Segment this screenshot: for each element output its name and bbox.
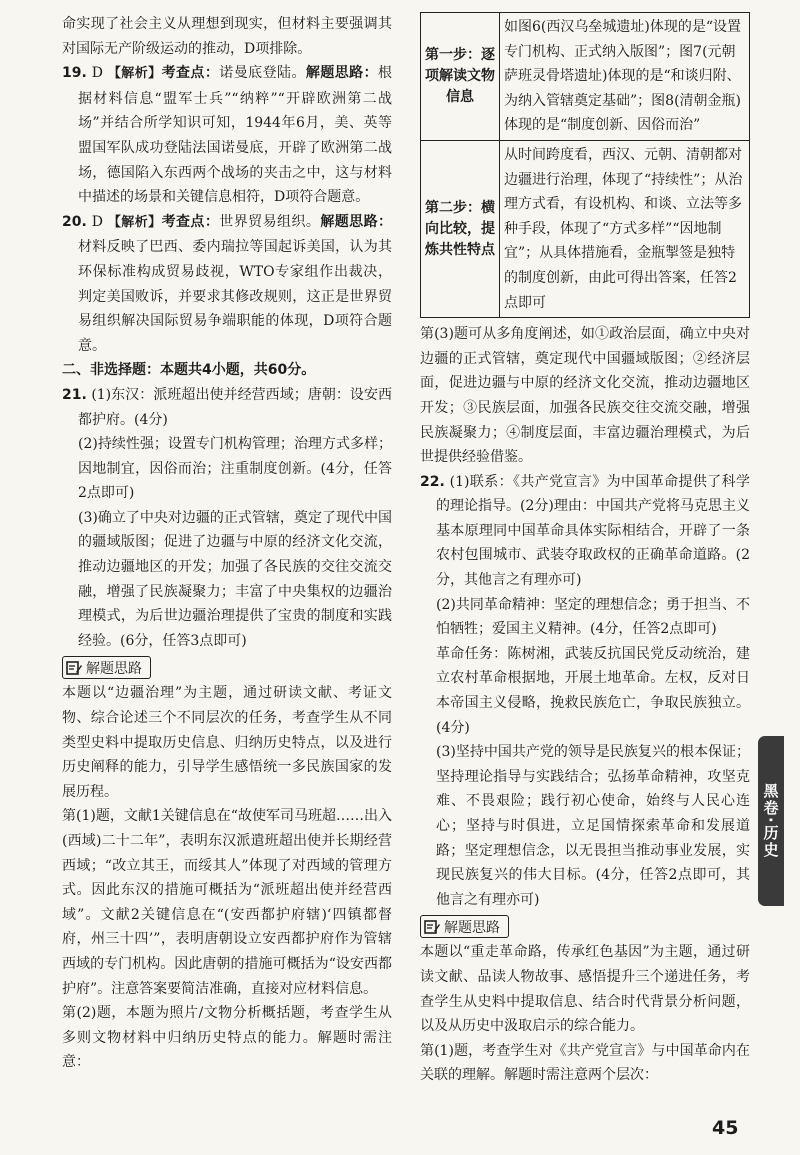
step1-content: 如图6(西汉乌垒城遗址)体现的是“设置专门机构、正式纳入版图”；图7(元朝萨班灵骨塔遗址)体现的是“和谈归附、为纳入管辖奠定基础”；图8(清朝金瓶)体现的是“制度创新、因俗而治” (500, 13, 750, 141)
q20-keypoint: 世界贸易组织。 (219, 213, 321, 230)
step2-content: 从时间跨度看，西汉、元朝、清朝都对边疆进行治理，体现了“持续性”；从治理方式看，有设机构、和谈、立法等多种手段，体现了“方式多样”“因地制宜”；从具体措施看，金瓶掣签是独特的制度创新，由此可得出答案，任答2点即可 (500, 140, 750, 317)
q22-part2-tasks: 革命任务：陈树湘，武装反抗国民党反动统治，建立农村革命根据地，开展土地革命。左权，反对日本帝国主义侵略，挽救民族危亡，争取民族独立。(4分) (436, 645, 750, 736)
q22-analysis-intro: 本题以“重走革命路，传承红色基因”为主题，通过研读文献、品读人物故事、感悟提升三个递进任务，考查学生从史料中提取信息、结合时代背景分析问题，以及从历史中汲取启示的综合能力。 (420, 944, 750, 1035)
q21-part3: (3)确立了中央对边疆的正式管辖，奠定了现代中国的疆域版图；促进了边疆与中原的经济文化交流，推动边疆地区的开发；加强了各民族的交往交流交融，增强了民族凝聚力；丰富了中央集权的边疆治理模式，为后世边疆治理提供了宝贵的制度和实践经验。(6分，任答3点即可) (78, 509, 392, 649)
page-number: 45 (712, 1117, 739, 1139)
subject-side-tab-label: 黑卷·历史 (761, 783, 780, 859)
solution-ideas-heading (420, 915, 509, 938)
solution-ideas-heading (62, 656, 151, 679)
solution-ideas-label: 解题思路 (444, 919, 500, 936)
q20-answer (62, 210, 392, 359)
q22-part1-text: (1)联系：《共产党宣言》为中国革命提供了科学的理论指导。(2分)理由：中国共产党将马克思主义基本原理同中国革命具体实际相结合，开辟了一条农村包围城市、武装夺取政权的正确革命道路。(2分，其他言之有理亦可) (436, 473, 750, 589)
q18-answer-tail: 命实现了社会主义从理想到现实，但材料主要强调其对国际无产阶级运动的推动，D项排除。 (62, 16, 392, 57)
section-heading-nonchoice: 二、非选择题：本题共4小题，共60分。 (62, 362, 316, 379)
q21-part1-text: (1)东汉：派班超出使并经营西域；唐朝：设安西都护府。(4分) (78, 386, 392, 428)
q20-idea-label: 解题思路： (320, 213, 393, 230)
q22-number: 22. (420, 473, 445, 490)
q20-explanation: 材料反映了巴西、委内瑞拉等国起诉美国，认为其环保标准构成贸易歧视，WTO专家组作出裁决，判定美国败诉，并要求其修改规则，这正是世界贸易组织解决国际贸易争端职能的体现，D项符合题意。 (78, 239, 392, 354)
q20-number: 20. (62, 213, 87, 230)
q19-choice: D (91, 65, 103, 82)
right-column (420, 12, 750, 1088)
q21-analysis-intro: 本题以“边疆治理”为主题，通过研读文献、考证文物、综合论述三个不同层次的任务，考查学生从不同类型史料中提取历史信息、归纳历史特点，以及进行历史阐释的能力，引导学生感悟统一多民族国家的发展历程。 (62, 685, 392, 800)
solution-ideas-label: 解题思路 (86, 660, 142, 677)
step2-label: 第二步：横向比较，提炼共性特点 (421, 140, 500, 317)
q21-part1 (62, 383, 392, 432)
q19-analysis-tag: 【解析】 (107, 66, 162, 82)
q21-analysis-part1: 第(1)题，文献1关键信息在“故使军司马班超……出入(西域)二十二年”，表明东汉派遣班超出使并长期经营西域；“改立其王，而绥其人”体现了对西域的管理方式。因此东汉的措施可概括为“派班超出使并经营西域”。文献2关键信息在“(安西都护府辖)‘四镇都督府，州三十四’”，表明唐朝设立安西都护府作为管辖西域的专门机构。因此唐朝的措施可概括为“设安西都护府”。注意答案要简洁准确，直接对应材料信息。 (62, 808, 392, 997)
q22-analysis-part1: 第(1)题，考查学生对《共产党宣言》与中国革命内在关联的理解。解题时需注意两个层次： (420, 1042, 750, 1084)
q19-explanation: 根据材料信息“盟军士兵”“纳粹”“开辟欧洲第二战场”并结合所学知识可知，1944年6月，美、英等盟国军队成功登陆法国诺曼底，开辟了欧洲第二战场，德国陷入东西两个战场的夹击之中，这与材料中描述的场景和关键信息相符，D项符合题意。 (78, 65, 393, 206)
q22-part2: (2)共同革命精神：坚定的理想信念；勇于担当、不怕牺牲；爱国主义精神。(4分，任答2点即可) (436, 596, 750, 638)
q19-keypoint-label: 考查点： (161, 65, 220, 82)
q22-part3: (3)坚持中国共产党的领导是民族复兴的根本保证；坚持理论指导与实践结合；弘扬革命精神，攻坚克难、不畏艰险；践行初心使命，始终与人民心连心；坚持与时俱进，立足国情探索革命和发展道路；坚定理想信念，以无畏担当推动事业发展，实现民族复兴的伟大目标。(4分，任答2点即可，其他言之有理亦可) (436, 744, 750, 908)
q19-keypoint: 诺曼底登陆。 (219, 65, 306, 82)
table-row (421, 140, 750, 317)
steps-table (420, 12, 750, 318)
q20-analysis-tag: 【解析】 (107, 214, 162, 230)
q20-choice: D (91, 213, 103, 230)
q21-analysis-part2: 第(2)题，本题为照片/文物分析概括题，考查学生从多则文物材料中归纳历史特点的能力。解题时需注意： (62, 1005, 392, 1071)
q22-part1 (420, 470, 750, 593)
q20-keypoint-label: 考查点： (161, 213, 220, 230)
edit-notes-icon (424, 919, 440, 935)
subject-side-tab (758, 736, 784, 906)
q21-part2: (2)持续性强；设置专门机构管理；治理方式多样；因地制宜，因俗而治；注重制度创新。(4分，任答2点即可) (78, 436, 392, 502)
table-row (421, 13, 750, 141)
edit-notes-icon (66, 660, 82, 676)
q21-analysis-part3: 第(3)题可从多角度阐述，如①政治层面，确立中央对边疆的正式管辖，奠定现代中国疆域版图；②经济层面，促进边疆与中原的经济文化交流，推动边疆地区开发；③民族层面，加强各民族交往交流交融，增强民族凝聚力；④制度层面，丰富边疆治理模式，为后世提供经验借鉴。 (420, 326, 750, 466)
step1-label: 第一步：逐项解读文物信息 (421, 13, 500, 141)
left-column (62, 12, 392, 1075)
q19-answer (62, 61, 392, 210)
q21-number: 21. (62, 386, 87, 403)
q19-idea-label: 解题思路： (305, 65, 379, 82)
q19-number: 19. (62, 65, 87, 82)
